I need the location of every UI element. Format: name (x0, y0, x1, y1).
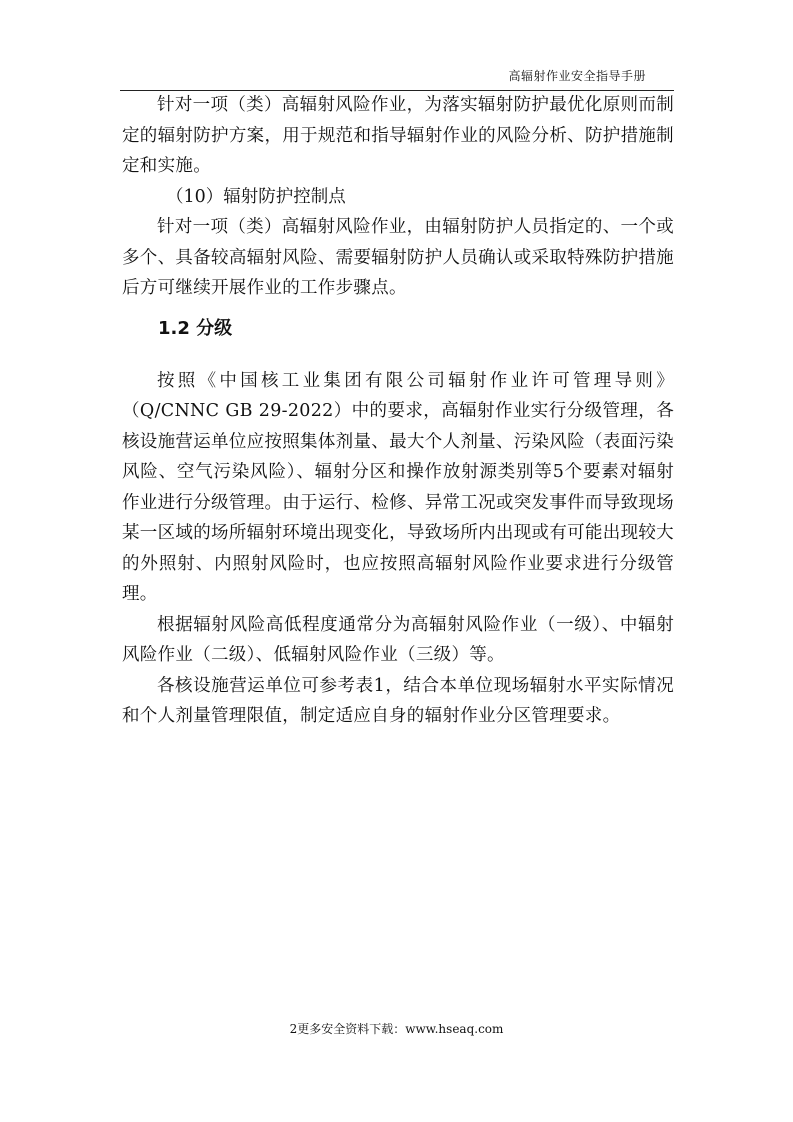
section-heading-classification: 1.2 分级 (158, 317, 233, 339)
document-body (122, 90, 674, 732)
paragraph-reference-table: 各核设施营运单位可参考表1，结合本单位现场辐射水平实际情况和个人剂量管理限值，制定适应自身的辐射作业分区管理要求。 (122, 675, 674, 726)
paragraph-risk-levels: 根据辐射风险高低程度通常分为高辐射风险作业（一级）、中辐射风险作业（二级）、低辐射风险作业（三级）等。 (122, 614, 674, 665)
item-10-title: （10）辐射防护控制点 (166, 186, 346, 207)
page-header (120, 62, 674, 91)
paragraph-classification-rules: 按照《中国核工业集团有限公司辐射作业许可管理导则》（Q/CNNC GB 29-2022）中的要求，高辐射作业实行分级管理，各核设施营运单位应按照集体剂量、最大个人剂量、污染风险（表面污染风险、空气污染风险）、辐射分区和操作放射源类别等5个要素对辐射作业进行分级管理。由于运行、检修、异常工况或突发事件而导致现场某一区域的场所辐射环境出现变化，导致场所内出现或有可能出现较大的外照射、内照射风险时，也应按照高辐射风险作业要求进行分级管理。 (122, 370, 674, 604)
page-footer: 2更多安全资料下载：www.hseaq.com (289, 1022, 504, 1036)
paragraph-control-point: 针对一项（类）高辐射风险作业，由辐射防护人员指定的、一个或多个、具备较高辐射风险、需要辐射防护人员确认或采取特殊防护措施后方可继续开展作业的工作步骤点。 (122, 217, 674, 298)
paragraph-radiation-protection-plan: 针对一项（类）高辐射风险作业，为落实辐射防护最优化原则而制定的辐射防护方案，用于规范和指导辐射作业的风险分析、防护措施制定和实施。 (122, 95, 674, 176)
header-title: 高辐射作业安全指导手册 (508, 69, 646, 83)
